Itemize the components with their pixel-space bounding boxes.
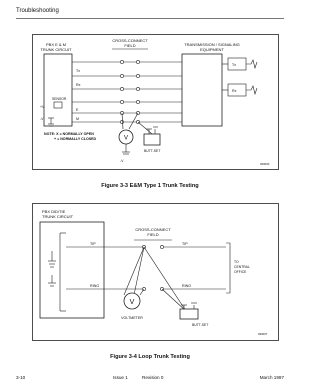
sensor-label: SENSOR [52, 97, 67, 101]
pbx-label: PBX E & M [45, 42, 67, 47]
voltmeter-symbol: V [123, 135, 129, 142]
pbx-label: TRUNK CIRCUIT [40, 47, 72, 52]
xconn-label: CROSS-CONNECT [135, 227, 171, 232]
tip-label: TIP [182, 242, 188, 246]
em-trunk-diagram [32, 34, 279, 170]
trans-label: EQUIPMENT [200, 47, 224, 52]
pbx-trunk-box [44, 54, 72, 126]
terminal-block [120, 60, 139, 123]
lead-label-rx: Rx [76, 83, 81, 87]
revision-label: Revision 0 [142, 375, 164, 380]
xconn-label: CROSS-CONNECT [112, 38, 148, 43]
right-lead-rx: Rx [232, 89, 237, 93]
butt-set-icon [144, 134, 160, 145]
lead-label-tx: Tx [76, 69, 80, 73]
note-line: + = NORMALLY CLOSED [54, 137, 97, 141]
xconn-label: FIELD [147, 232, 159, 237]
butt-set-label: BUTT-SET [192, 323, 209, 327]
lead-label-e: E [76, 108, 79, 112]
central-office-label: TO [234, 260, 239, 264]
note-line: NOTE: X = NORMALLY OPEN [44, 132, 94, 136]
minus-v-label: -V [40, 117, 44, 121]
figure-code: 030000 [260, 162, 270, 166]
ring-label: RING [182, 284, 191, 288]
header-rule [16, 18, 284, 19]
plus-v-label: +V [40, 105, 45, 109]
tip-label: TIP [90, 242, 96, 246]
page-number: 3-10 [16, 375, 26, 380]
sensor-box [54, 102, 62, 108]
figure-em-trunk [32, 34, 279, 170]
figure-caption-3-4: Figure 3-4 Loop Trunk Testing [110, 354, 190, 360]
pbx-label: TRUNK CIRCUIT [42, 214, 74, 219]
right-lead-tx: Tx [232, 63, 236, 67]
transmission-box [182, 54, 222, 126]
butt-set-icon [180, 309, 198, 319]
pbx-label: PBX DID/TIE [42, 209, 66, 214]
voltmeter-label: VOLTMETER [121, 316, 143, 320]
voltmeter-symbol: V [129, 299, 135, 306]
issue-label: Issue 1 [113, 375, 128, 380]
figure-code: 030007 [258, 332, 268, 336]
minus-v-meter-label: -V [120, 159, 124, 163]
butt-set-label: BUTT-SET [144, 149, 161, 153]
pbx-trunk-box [40, 222, 104, 318]
xconn-label: FIELD [124, 43, 136, 48]
lead-label-m: M [76, 117, 79, 121]
central-office-label: CENTRAL [234, 265, 250, 269]
ring-label: RING [90, 284, 99, 288]
terminal-block [142, 245, 163, 290]
trans-label: TRANSMISSION / SIGNALING [184, 42, 240, 47]
figure-caption-3-3: Figure 3-3 E&M Type 1 Trunk Testing [101, 183, 199, 189]
date-label: March 1997 [259, 375, 284, 380]
central-office-label: OFFICE [234, 270, 247, 274]
running-header: Troubleshooting [16, 8, 59, 14]
loop-trunk-diagram [32, 203, 279, 341]
figure-loop-trunk [32, 203, 279, 341]
